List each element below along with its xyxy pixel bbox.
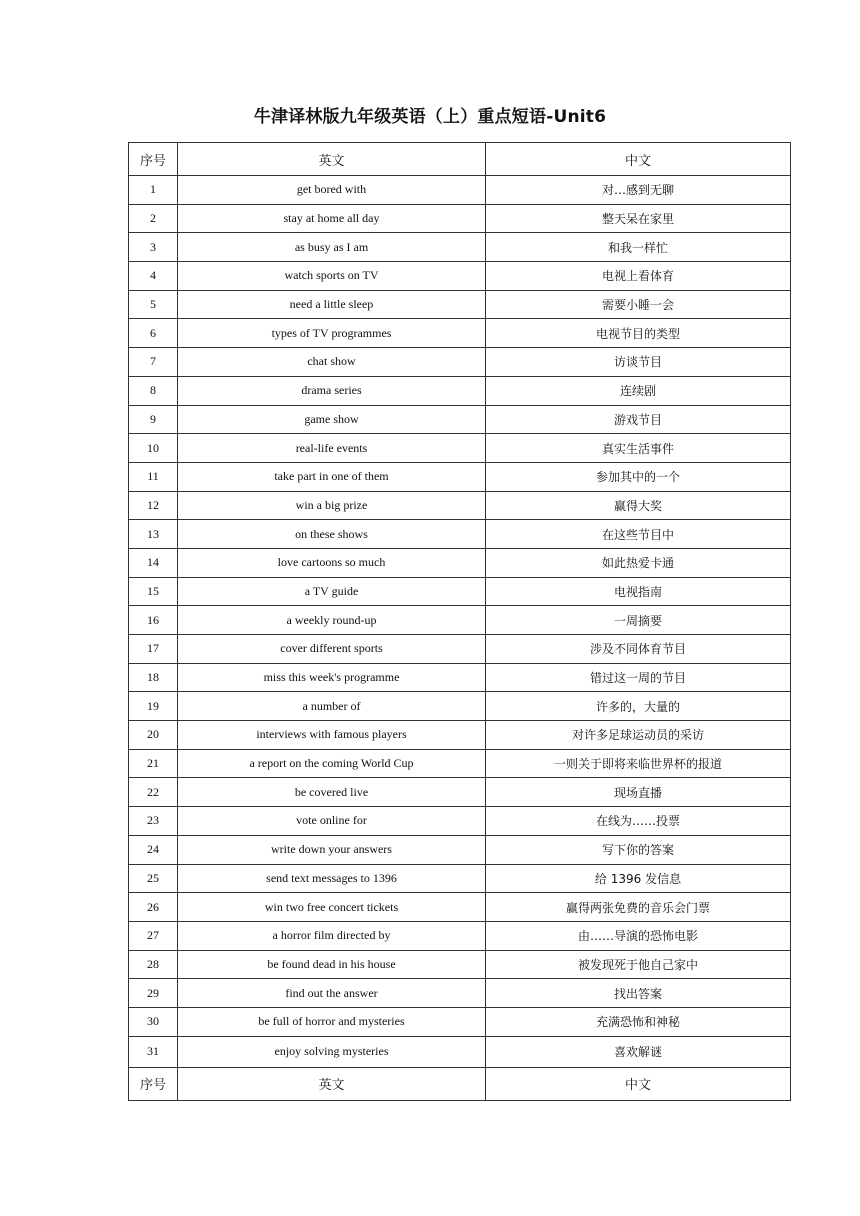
- row-chinese: 涉及不同体育节目: [486, 635, 791, 664]
- row-chinese: 对…感到无聊: [486, 176, 791, 205]
- row-number: 6: [129, 319, 178, 348]
- row-chinese: 和我一样忙: [486, 233, 791, 262]
- row-english: drama series: [178, 376, 486, 405]
- table-row: [129, 864, 791, 893]
- row-chinese: 需要小睡一会: [486, 290, 791, 319]
- table-row: [129, 663, 791, 692]
- row-english: love cartoons so much: [178, 548, 486, 577]
- table-row: [129, 635, 791, 664]
- row-number: 19: [129, 692, 178, 721]
- row-english: on these shows: [178, 520, 486, 549]
- table-row: [129, 950, 791, 979]
- row-english: a TV guide: [178, 577, 486, 606]
- row-chinese: 给 1396 发信息: [486, 864, 791, 893]
- row-english: win a big prize: [178, 491, 486, 520]
- row-chinese: 喜欢解谜: [486, 1036, 791, 1067]
- table-row: [129, 176, 791, 205]
- row-number: 7: [129, 348, 178, 377]
- row-number: 11: [129, 462, 178, 491]
- table-footer-row: [129, 1067, 791, 1100]
- phrase-table: [128, 142, 791, 1101]
- row-english: be full of horror and mysteries: [178, 1007, 486, 1036]
- row-chinese: 赢得两张免费的音乐会门票: [486, 893, 791, 922]
- table-row: [129, 204, 791, 233]
- row-number: 24: [129, 835, 178, 864]
- row-english: get bored with: [178, 176, 486, 205]
- row-english: find out the answer: [178, 979, 486, 1008]
- row-english: vote online for: [178, 807, 486, 836]
- table-row: [129, 979, 791, 1008]
- table-row: [129, 749, 791, 778]
- row-english: interviews with famous players: [178, 721, 486, 750]
- row-number: 14: [129, 548, 178, 577]
- row-number: 30: [129, 1007, 178, 1036]
- row-chinese: 真实生活事件: [486, 434, 791, 463]
- header-english: 英文: [178, 143, 486, 176]
- row-number: 2: [129, 204, 178, 233]
- table-row: [129, 921, 791, 950]
- table-row: [129, 262, 791, 291]
- row-english: win two free concert tickets: [178, 893, 486, 922]
- row-english: game show: [178, 405, 486, 434]
- row-english: miss this week's programme: [178, 663, 486, 692]
- table-row: [129, 778, 791, 807]
- row-number: 4: [129, 262, 178, 291]
- row-chinese: 赢得大奖: [486, 491, 791, 520]
- row-chinese: 许多的，大量的: [486, 692, 791, 721]
- table-row: [129, 491, 791, 520]
- table-row: [129, 348, 791, 377]
- row-english: watch sports on TV: [178, 262, 486, 291]
- row-english: a horror film directed by: [178, 921, 486, 950]
- table-row: [129, 319, 791, 348]
- row-english: be covered live: [178, 778, 486, 807]
- table-row: [129, 376, 791, 405]
- row-chinese: 电视节目的类型: [486, 319, 791, 348]
- row-chinese: 一则关于即将来临世界杯的报道: [486, 749, 791, 778]
- row-english: send text messages to 1396: [178, 864, 486, 893]
- row-number: 31: [129, 1036, 178, 1067]
- row-english: take part in one of them: [178, 462, 486, 491]
- table-row: [129, 434, 791, 463]
- table-row: [129, 233, 791, 262]
- row-chinese: 电视指南: [486, 577, 791, 606]
- row-chinese: 由……导演的恐怖电影: [486, 921, 791, 950]
- row-chinese: 参加其中的一个: [486, 462, 791, 491]
- table-row: [129, 1036, 791, 1067]
- row-chinese: 在这些节目中: [486, 520, 791, 549]
- table-header-row: [129, 143, 791, 176]
- row-number: 5: [129, 290, 178, 319]
- page-title: 牛津译林版九年级英语（上）重点短语-Unit6: [253, 107, 607, 127]
- row-number: 21: [129, 749, 178, 778]
- row-chinese: 现场直播: [486, 778, 791, 807]
- row-chinese: 如此热爱卡通: [486, 548, 791, 577]
- row-chinese: 在线为……投票: [486, 807, 791, 836]
- header-num: 序号: [129, 143, 178, 176]
- row-english: stay at home all day: [178, 204, 486, 233]
- row-english: chat show: [178, 348, 486, 377]
- table-row: [129, 290, 791, 319]
- table-row: [129, 835, 791, 864]
- row-number: 12: [129, 491, 178, 520]
- row-chinese: 错过这一周的节目: [486, 663, 791, 692]
- table-row: [129, 462, 791, 491]
- table-row: [129, 1007, 791, 1036]
- row-english: a weekly round-up: [178, 606, 486, 635]
- row-number: 15: [129, 577, 178, 606]
- row-number: 8: [129, 376, 178, 405]
- footer-english: 英文: [178, 1067, 486, 1100]
- table-row: [129, 721, 791, 750]
- table-row: [129, 893, 791, 922]
- row-english: write down your answers: [178, 835, 486, 864]
- row-chinese: 充满恐怖和神秘: [486, 1007, 791, 1036]
- row-chinese: 写下你的答案: [486, 835, 791, 864]
- row-english: cover different sports: [178, 635, 486, 664]
- row-number: 27: [129, 921, 178, 950]
- row-english: need a little sleep: [178, 290, 486, 319]
- row-number: 17: [129, 635, 178, 664]
- row-chinese: 一周摘要: [486, 606, 791, 635]
- row-chinese: 游戏节目: [486, 405, 791, 434]
- table-row: [129, 606, 791, 635]
- row-chinese: 整天呆在家里: [486, 204, 791, 233]
- table-row: [129, 692, 791, 721]
- row-chinese: 电视上看体育: [486, 262, 791, 291]
- row-chinese: 连续剧: [486, 376, 791, 405]
- row-chinese: 访谈节目: [486, 348, 791, 377]
- row-number: 10: [129, 434, 178, 463]
- table-row: [129, 548, 791, 577]
- row-number: 29: [129, 979, 178, 1008]
- row-chinese: 对许多足球运动员的采访: [486, 721, 791, 750]
- row-number: 16: [129, 606, 178, 635]
- row-number: 13: [129, 520, 178, 549]
- row-english: a number of: [178, 692, 486, 721]
- table-body: [129, 176, 791, 1068]
- row-number: 18: [129, 663, 178, 692]
- row-english: types of TV programmes: [178, 319, 486, 348]
- table-row: [129, 577, 791, 606]
- row-number: 1: [129, 176, 178, 205]
- row-english: be found dead in his house: [178, 950, 486, 979]
- table-row: [129, 405, 791, 434]
- table-row: [129, 520, 791, 549]
- row-number: 3: [129, 233, 178, 262]
- row-chinese: 找出答案: [486, 979, 791, 1008]
- row-number: 28: [129, 950, 178, 979]
- footer-num: 序号: [129, 1067, 178, 1100]
- row-number: 26: [129, 893, 178, 922]
- row-english: as busy as I am: [178, 233, 486, 262]
- row-chinese: 被发现死于他自己家中: [486, 950, 791, 979]
- row-number: 22: [129, 778, 178, 807]
- table-row: [129, 807, 791, 836]
- row-number: 25: [129, 864, 178, 893]
- row-english: enjoy solving mysteries: [178, 1036, 486, 1067]
- header-chinese: 中文: [486, 143, 791, 176]
- footer-chinese: 中文: [486, 1067, 791, 1100]
- row-number: 20: [129, 721, 178, 750]
- row-number: 23: [129, 807, 178, 836]
- row-english: a report on the coming World Cup: [178, 749, 486, 778]
- row-number: 9: [129, 405, 178, 434]
- row-english: real-life events: [178, 434, 486, 463]
